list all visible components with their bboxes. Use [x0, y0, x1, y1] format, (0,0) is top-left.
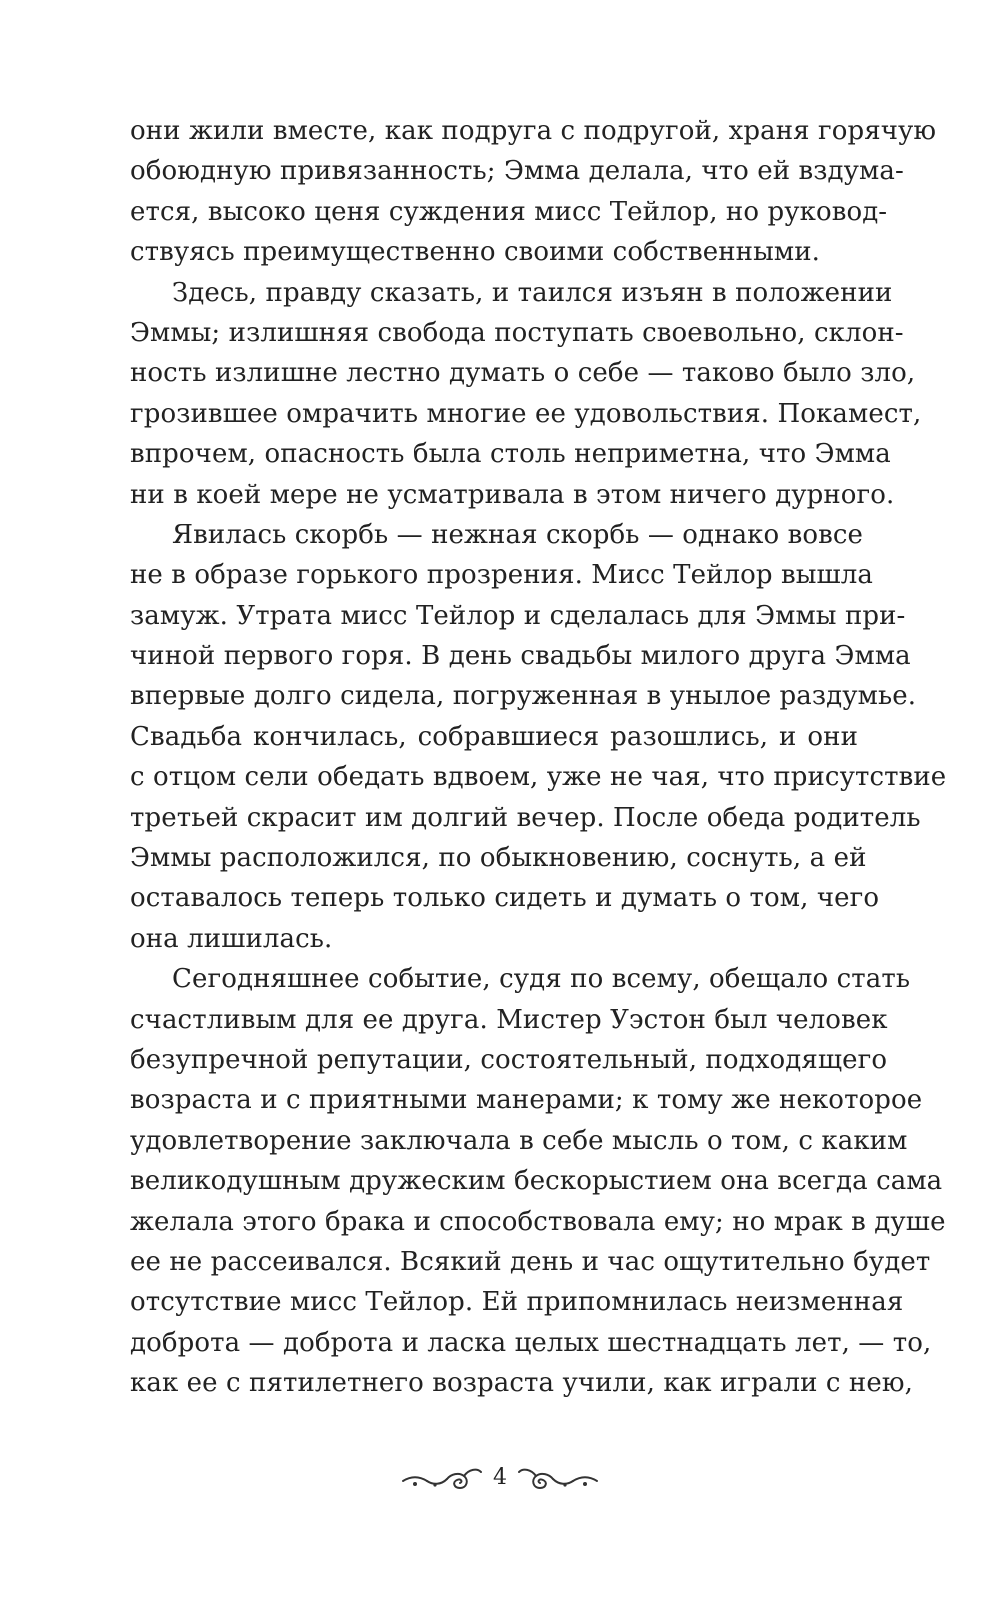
text-line: Сегодняшнее событие, судя по всему, обещало стать [172, 964, 911, 995]
text-line: она лишилась. [130, 923, 333, 954]
text-line: удовлетворение заключала в себе мысль о том, с каким [130, 1125, 908, 1156]
text-line: Явилась скорбь — нежная скорбь — однако вовсе [172, 519, 864, 550]
text-line: не в образе горького прозрения. Мисс Тейлор вышла [130, 560, 874, 591]
paragraph-1 [130, 111, 937, 273]
text-line: замуж. Утрата мисс Тейлор и сделалась для Эммы при- [130, 600, 906, 631]
text-line: ется, высоко ценя суждения мисс Тейлор, но руковод- [130, 196, 888, 227]
text-line: впервые долго сидела, погруженная в унылое раздумье. [130, 681, 917, 712]
text-line: безупречной репутации, состоятельный, подходящего [130, 1044, 888, 1075]
text-line: с отцом сели обедать вдвоем, уже не чая, что присутствие [130, 762, 947, 793]
paragraph-3 [130, 515, 947, 959]
page-footer [0, 1458, 1000, 1498]
page-number: 4 [493, 1465, 507, 1490]
page-body [130, 111, 947, 1404]
text-line: счастливым для ее друга. Мистер Уэстон был человек [130, 1004, 888, 1035]
right-flourish-icon [517, 1464, 599, 1492]
text-line: Эммы; излишняя свобода поступать своевольно, склон- [130, 317, 904, 348]
text-line: Свадьба кончилась, собравшиеся разошлись, и они [130, 721, 858, 752]
text-line: ни в коей мере не усматривала в этом ничего дурного. [130, 479, 895, 510]
text-line: грозившее омрачить многие ее удовольствия. Покамест, [130, 398, 922, 429]
text-line: ность излишне лестно думать о себе — таково было зло, [130, 358, 916, 389]
text-line: Эммы расположился, по обыкновению, соснуть, а ей [130, 843, 867, 874]
text-line: они жили вместе, как подруга с подругой, храня горячую [130, 116, 937, 146]
text-line: отсутствие мисс Тейлор. Ей припомнилась неизменная [130, 1287, 904, 1318]
text-line: возраста и с приятными манерами; к тому же некоторое [130, 1085, 923, 1116]
paragraph-2 [130, 273, 922, 515]
text-line: ее не рассеивался. Всякий день и час ощутительно будет [130, 1246, 931, 1277]
text-line: великодушным дружеским бескорыстием она всегда сама [130, 1166, 943, 1197]
text-line: ствуясь преимущественно своими собственными. [130, 237, 820, 268]
text-line: доброта — доброта и ласка целых шестнадцать лет, — то, [130, 1327, 932, 1358]
text-line: чиной первого горя. В день свадьбы милого друга Эмма [130, 641, 911, 672]
left-flourish-icon [401, 1464, 483, 1492]
text-line: обоюдную привязанность; Эмма делала, что ей вздума- [130, 156, 904, 187]
text-line: третьей скрасит им долгий вечер. После обеда родитель [130, 802, 921, 833]
text-line: впрочем, опасность была столь неприметна, что Эмма [130, 439, 891, 470]
text-line: Здесь, правду сказать, и таился изъян в положении [172, 277, 893, 308]
paragraph-4 [130, 959, 946, 1403]
text-line: оставалось теперь только сидеть и думать о том, чего [130, 883, 880, 914]
text-line: как ее с пятилетнего возраста учили, как играли с нею, [130, 1368, 913, 1399]
text-line: желала этого брака и способствовала ему; но мрак в душе [130, 1206, 946, 1237]
